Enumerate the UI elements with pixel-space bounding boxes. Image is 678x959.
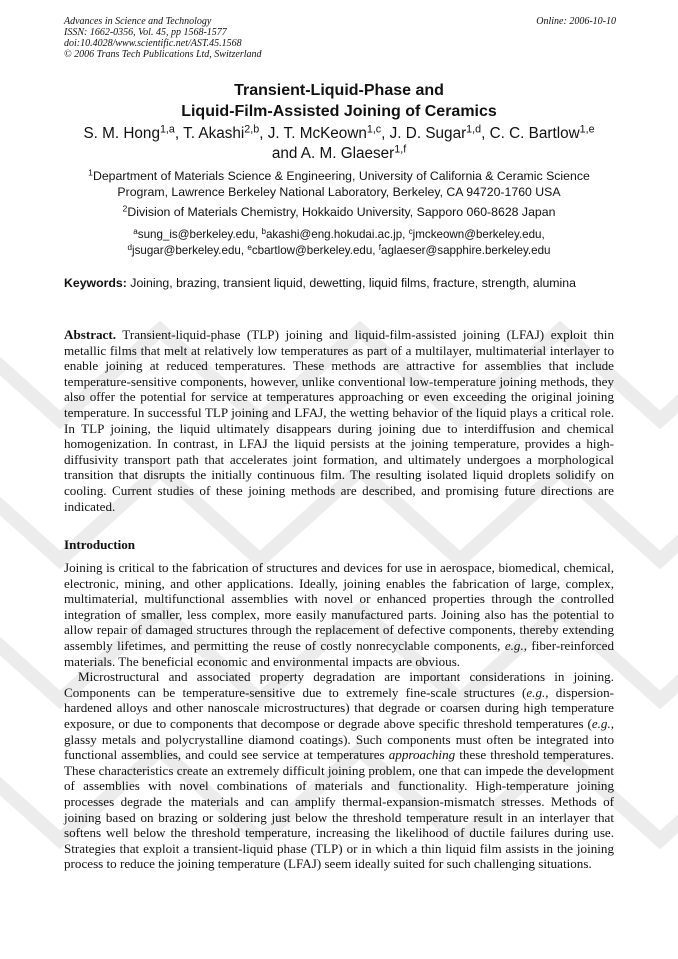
author: and A. M. Glaeser$^{1,f}$ bbox=[271, 143, 407, 162]
section-heading-introduction: Introduction bbox=[64, 537, 136, 552]
online-date: Online: 2006-10-10 bbox=[536, 16, 616, 27]
author: J. D. Sugar$^{1,d}$, bbox=[389, 123, 490, 142]
email: $^f$aglaeser@sapphire.berkeley.edu bbox=[378, 242, 551, 257]
paragraph: Microstructural and associated property degradation are important considerations in joining. Components can be temperature-sensitive due to extremely fine-scale structures (e.g., dispersion-hardened alloys and other nanoscale microstructures) that degrade or coarsen during high temperature exposure, or due to components that decompose or degrade above specific threshold temperatures (e.g., glassy metals and polycrystalline diamond coatings). Such components must often be integrated into functional assemblies, and could see service at temperatures approaching these threshold temperatures. These characteristics create an extremely difficult joining problem, one that can impede the development of assemblies with novel combinations of materials and functionality. High-temperature joining processes degrade the materials and can amplify thermal-expansion-mismatch stresses. Methods of joining based on brazing or soldering just below the threshold temperature result in an interlayer that softens well below the threshold temperature, increasing the likelihood of ductile failures during use. Strategies that exploit a transient-liquid phase (TLP) or in which a thin liquid film assists in the joining process to reduce the joining temperature (LFAJ) seem ideally suited for such challenging situations. bbox=[64, 669, 614, 872]
author: J. T. McKeown$^{1,c}$, bbox=[267, 123, 390, 142]
paragraph: Joining is critical to the fabrication of structures and devices for use in aerospace, biomedical, chemical, electronic, mining, and other applications. Ideally, joining enables the fabrication of large, complex, multimaterial, multifunctional assemblies with novel or enhanced properties through the controlled integration of smaller, less complex, more easily manufactured parts. Joining also has the potential to allow repair of damaged structures through the replacement of defective components, thereby extending assembly lifetimes, and permitting the reuse of costly nonrecyclable components, e.g., fiber-reinforced materials. The beneficial economic and environmental impacts are obvious. bbox=[64, 560, 614, 669]
affiliation-2: $^2$Division of Materials Chemistry, Hokkaido University, Sapporo 060-8628 Japan bbox=[122, 203, 556, 219]
email: $^d$jsugar@berkeley.edu, bbox=[127, 242, 248, 257]
journal-issn: ISSN: 1662-0356, Vol. 45, pp 1568-1577 bbox=[64, 27, 227, 38]
title-line-1: Transient-Liquid-Phase and bbox=[234, 82, 444, 99]
email: $^b$akashi@eng.hokudai.ac.jp, bbox=[261, 226, 409, 241]
email: $^c$jmckeown@berkeley.edu, bbox=[408, 226, 545, 241]
author: C. C. Bartlow$^{1,e}$ bbox=[489, 123, 595, 142]
introduction-body bbox=[64, 560, 614, 872]
journal-doi: doi:10.4028/www.scientific.net/AST.45.1568 bbox=[64, 38, 242, 49]
email: $^e$cbartlow@berkeley.edu, bbox=[247, 242, 379, 257]
keywords-label: Keywords: bbox=[64, 276, 127, 290]
abstract bbox=[64, 327, 614, 514]
title-line-2: Liquid-Film-Assisted Joining of Ceramics bbox=[181, 103, 497, 120]
keywords bbox=[64, 276, 624, 291]
author-list bbox=[40, 124, 638, 164]
author-emails bbox=[40, 227, 638, 258]
journal-copyright: © 2006 Trans Tech Publications Ltd, Switzerland bbox=[64, 49, 262, 60]
keywords-text: Joining, brazing, transient liquid, dewetting, liquid films, fracture, strength, alumina bbox=[126, 276, 576, 290]
email: $^a$sung_is@berkeley.edu, bbox=[133, 226, 262, 241]
abstract-label: Abstract. bbox=[64, 327, 116, 342]
abstract-text: Transient-liquid-phase (TLP) joining and liquid-film-assisted joining (LFAJ) exploit thin metallic films that melt at relatively low temperatures as part of a multilayer, multimaterial interlayer to enable joining at reduced temperatures. These methods are attractive for assemblies that include temperature-sensitive components, however, unlike conventional low-temperature joining methods, they also offer the potential for service at temperatures approaching or even exceeding the original joining temperature. In successful TLP joining and LFAJ, the wetting behavior of the liquid plays a critical role. In TLP joining, the liquid ultimately disappears during joining due to interdiffusion and chemical homogenization. In contrast, in LFAJ the liquid persists at the joining temperature, provides a high-diffusivity transport path that accelerates joint formation, and ultimately undergoes a morphological transition that disrupts the initially continuous film. The resulting isolated liquid droplets solidify on cooling. Current studies of these joining methods are described, and promising future directions are indicated. bbox=[64, 327, 614, 514]
author: T. Akashi$^{2,b}$, bbox=[183, 123, 268, 142]
journal-header bbox=[64, 16, 616, 60]
affiliation-1: $^1$Department of Materials Science & Engineering, University of California & Ceramic Science Program, Lawrence Berkeley National Laboratory, Berkeley, CA 94720-1760 USA bbox=[88, 167, 590, 199]
author: S. M. Hong$^{1,a}$, bbox=[83, 123, 184, 142]
journal-name: Advances in Science and Technology bbox=[64, 16, 212, 27]
paper-title bbox=[40, 80, 638, 122]
